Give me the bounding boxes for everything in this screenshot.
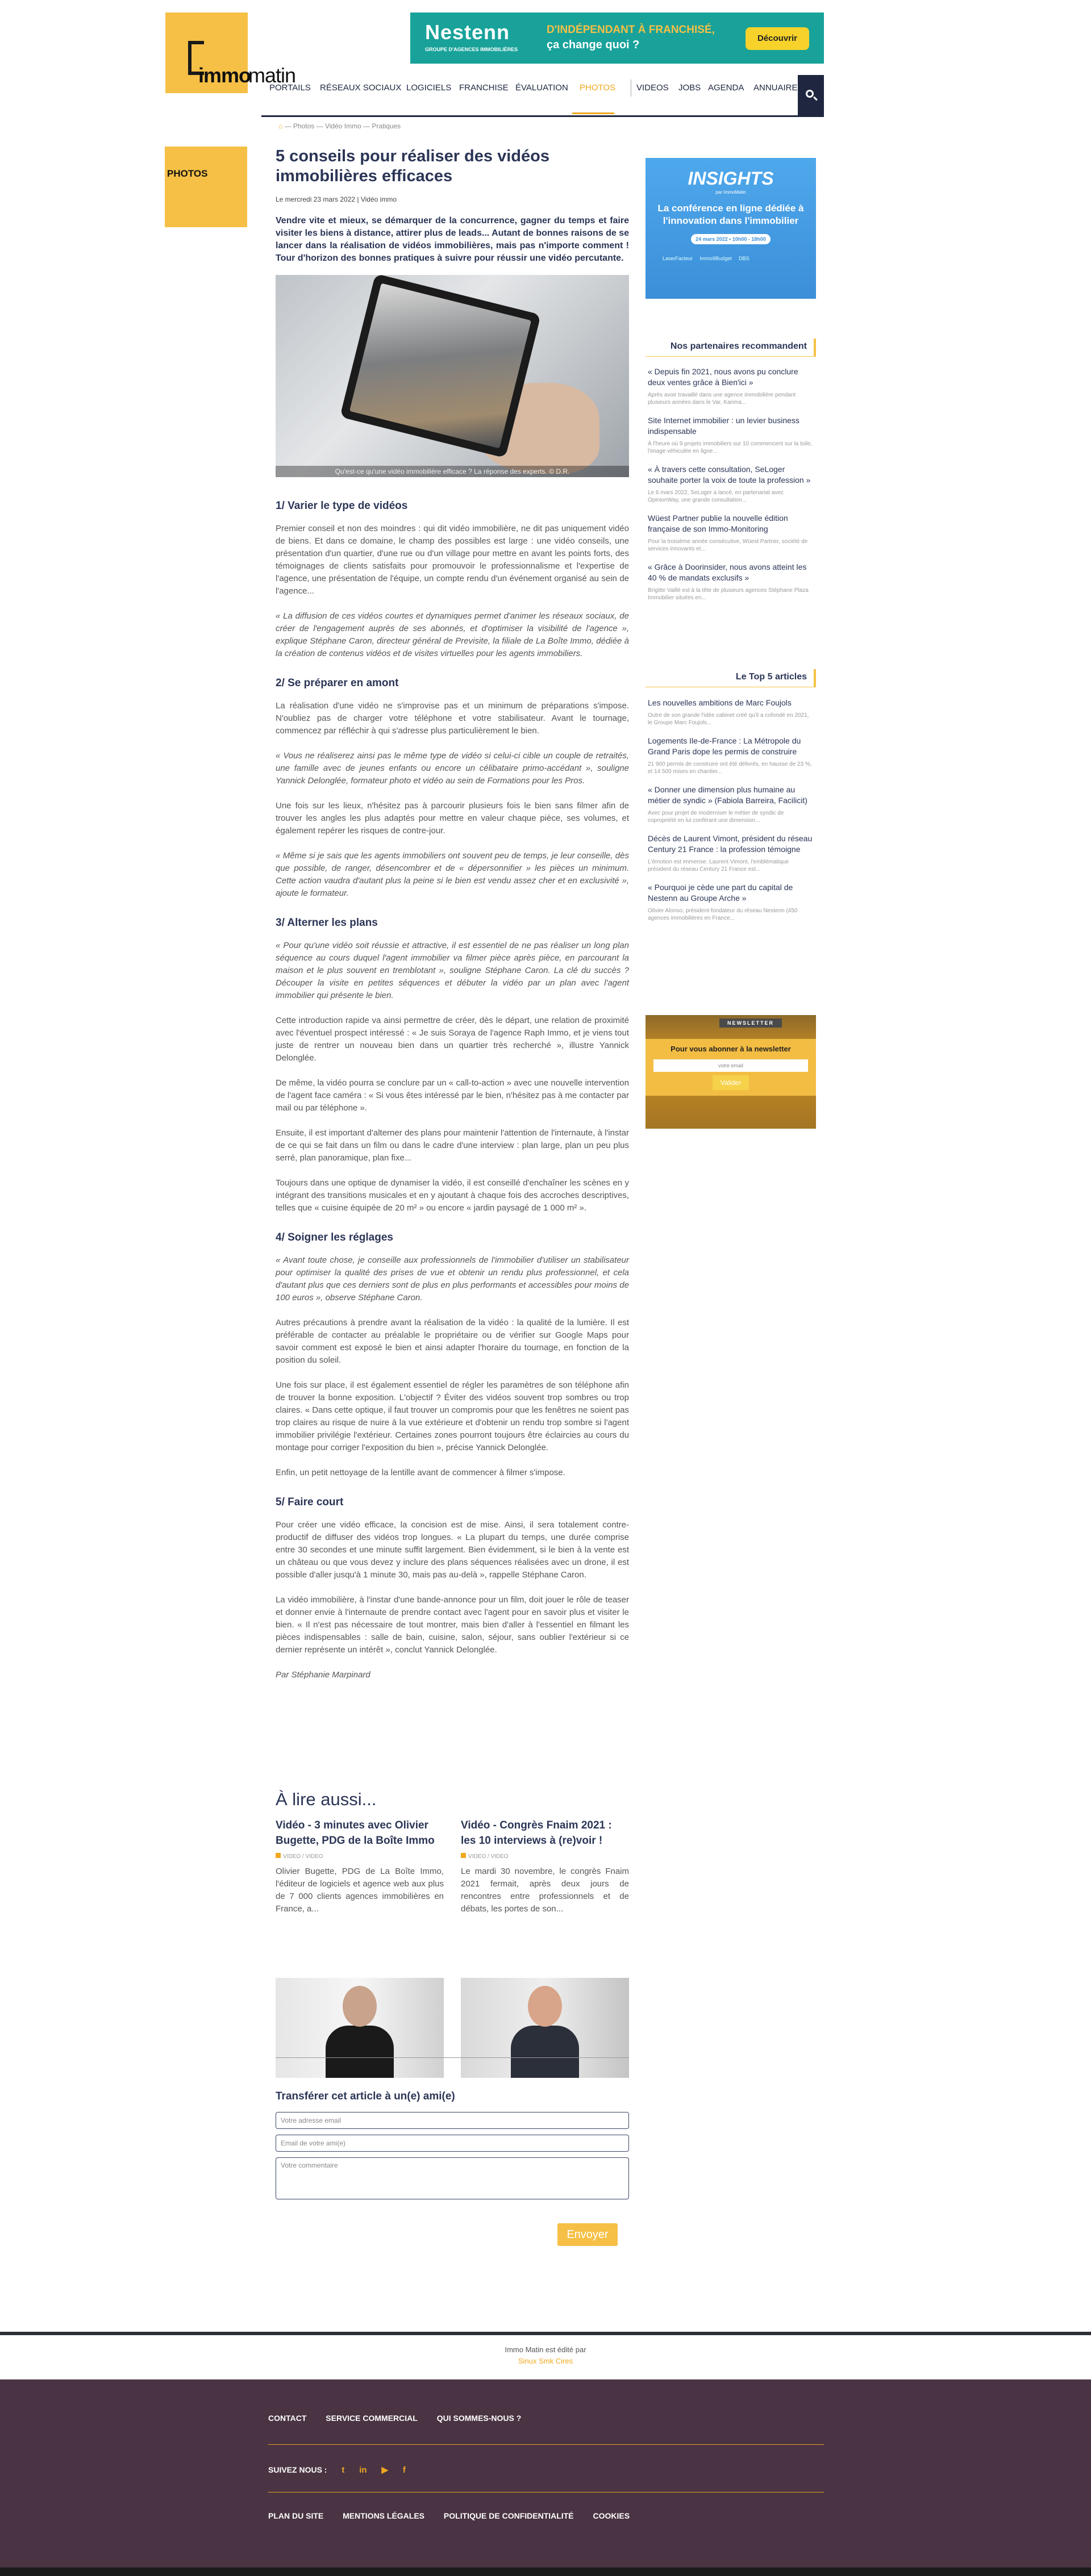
top5-item[interactable]: [648, 784, 813, 824]
banner-brand: Nestenn: [425, 20, 510, 44]
footer-link-qui-sommes-nous[interactable]: QUI SOMMES-NOUS ?: [436, 2414, 522, 2423]
top5-title: Le Top 5 articles: [646, 669, 816, 687]
insights-headline: La conférence en ligne dédiée à l'innovation dans l'immobilier: [657, 203, 804, 226]
newsletter-tag: NEWSLETTER: [719, 1018, 782, 1028]
partners-title: Nos partenaires recommandent: [646, 339, 816, 357]
newsletter-submit-button[interactable]: Valider: [713, 1075, 749, 1090]
related-card-image[interactable]: [276, 1978, 444, 2078]
partner-item-excerpt: Brigitte Vaillé est à la tête de plusieurs agences Stéphane Plaza Immobilier situées en...: [648, 587, 809, 601]
related-card-excerpt: Le mardi 30 novembre, le congrès Fnaim 2021 fermait, après deux jours de rencontres entre professionnels et de débats, les portes de son...: [461, 1867, 629, 1914]
top5-item-title[interactable]: Décès de Laurent Vimont, président du réseau Century 21 France : la profession témoigne: [648, 834, 813, 854]
paragraph: Cette introduction rapide va ainsi permettre de créer, dès le départ, une relation de proximité avec l'éventuel prospect intéressé : « Je suis Soraya de l'agence Raph Immo, et je viens tout juste de rentrer un nouveau bien dans un quartier très recherché », illustre Yannick Delonglée.: [276, 1016, 629, 1063]
insights-by: par ImmoMatin: [715, 190, 746, 195]
top5-item-excerpt: L'émotion est immense. Laurent Vimont, l'emblématique président du réseau Century 21 France est...: [648, 859, 789, 872]
partner-item-excerpt: Après avoir travaillé dans une agence immobilière pendant plusieurs années dans le Var, Karima...: [648, 392, 796, 406]
related-card-title[interactable]: Vidéo - Congrès Fnaim 2021 : les 10 interviews à (re)voir !: [461, 1819, 612, 1847]
footer-publisher-link[interactable]: Sinux Smk Cires: [518, 2357, 573, 2365]
footer-link-confidentialite[interactable]: POLITIQUE DE CONFIDENTIALITÉ: [443, 2511, 574, 2520]
banner-question-line2: ça change quoi ?: [547, 39, 640, 51]
tablet-shape: [340, 275, 541, 458]
banner-brand-sub: GROUPE D'AGENCES IMMOBILIÈRES: [425, 47, 518, 52]
top5-item-title[interactable]: Les nouvelles ambitions de Marc Foujols: [648, 698, 792, 707]
paragraph: De même, la vidéo pourra se conclure par un « call-to-action » avec une nouvelle intervention de l'agent face caméra : « Si vous êtes intéressé par le bien, n'hésitez pas à me contacter par mail ou par téléphone ».: [276, 1078, 629, 1113]
home-icon[interactable]: ⌂: [278, 122, 283, 130]
comment-field[interactable]: Votre commentaire: [276, 2157, 629, 2199]
quote-paragraph: « Même si je sais que les agents immobiliers ont souvent peu de temps, je leur conseille, dès que possible, de ranger, désencombrer et de « dépersonnifier » les pièces un minimum. Cette action vaudra d'autant plus la peine si le bien est vendu assez cher et en exclusivité », ajoute le formateur.: [276, 851, 629, 898]
partner-item-title[interactable]: « Grâce à Doorinsider, nous avons atteint les 40 % de mandats exclusifs »: [648, 562, 807, 582]
paragraph: Autres précautions à prendre avant la réalisation de la vidéo : la qualité de la lumière. Il est préférable de contacter au préalable le propriétaire ou de vérifier sur Google Maps pour savoir comment est exposé le bien et ainsi adapter l'horaire du tournage, en fonction de la position du soleil.: [276, 1318, 629, 1365]
nav-item-jobs[interactable]: JOBS: [678, 83, 701, 93]
top5-item-title[interactable]: « Donner une dimension plus humaine au métier de syndic » (Fabiola Barreira, Facilicit): [648, 785, 807, 805]
sponsor-logo: Immo9Budget: [699, 256, 732, 261]
category-box: [165, 147, 247, 227]
partner-item[interactable]: [648, 415, 813, 455]
top5-list: [648, 698, 813, 922]
email-field[interactable]: Votre adresse email: [276, 2112, 629, 2129]
article-meta: Le mercredi 23 mars 2022 | Vidéo immo: [276, 195, 397, 203]
paragraph: La réalisation d'une vidéo ne s'improvise pas et un minimum de préparations s'impose. N'oubliez pas de charger votre téléphone et votre stabilisateur. Avant le tournage, commencez par réfléchir à qui s'adresse plus particulièrement le bien.: [276, 701, 629, 736]
nav-item-annuaire[interactable]: ANNUAIRE: [753, 83, 798, 93]
tablet-screen: [349, 283, 531, 449]
paragraph: Une fois sur les lieux, n'hésitez pas à parcourir plusieurs fois le bien sans filmer afin de trouver les angles les plus adaptés pour mettre en valeur chaque pièce, ses volumes, et également repérer les risques de contre-jour.: [276, 801, 629, 836]
partner-item-title[interactable]: « À travers cette consultation, SeLoger souhaite porter la voix de toute la profession »: [648, 465, 811, 485]
top5-item[interactable]: [648, 698, 813, 727]
person-photo-icon: [326, 1986, 394, 2078]
nav-item-agenda[interactable]: AGENDA: [708, 83, 744, 93]
sponsor-logo: LaserFacteur: [663, 256, 693, 261]
related-card[interactable]: [461, 1818, 629, 1915]
sponsor-logo: DBS: [739, 256, 749, 261]
article-lead: Vendre vite et mieux, se démarquer de la concurrence, gagner du temps et faire visiter les biens à distance, attirer plus de leads... Autant de bonnes raisons de se lancer dans la réalisation de vidéos immobilières, mais pas n'importe comment ! Tour d'horizon des bonnes pratiques à suivre pour réussir une vidéo percutante.: [276, 216, 629, 263]
nav-item-portails[interactable]: PORTAILS: [269, 83, 311, 93]
banner-cta-button[interactable]: Découvrir: [746, 27, 809, 50]
related-card-tag: VIDEO / VIDEO: [276, 1853, 444, 1860]
follow-label: SUIVEZ NOUS :: [268, 2465, 327, 2474]
divider: [276, 2057, 629, 2058]
footer-bottom-bar: [0, 2567, 1091, 2576]
paragraph: Toujours dans une optique de dynamiser la vidéo, il est conseillé d'enchaîner les scènes en y intégrant des transitions musicales et en y ajoutant à chaque fois des accroches descriptives, telles que « cuisine équipée de 20 m² » ou encore « jardin paysagé de 1 000 m² ».: [276, 1178, 629, 1213]
nav-item-reseaux-sociaux[interactable]: RÉSEAUX SOCIAUX: [320, 83, 402, 93]
article: [276, 147, 629, 1681]
paragraph: Premier conseil et non des moindres : qui dit vidéo immobilière, ne dit pas uniquement vidéo de biens. Et dans ce domaine, le champ des possibles est large : une vidéo conseils, une présentation d'un quartier, d'une rue ou d'un village pour mettre en avant les points forts, des témoignages de clients satisfaits pour promouvoir le professionnalisme et l'expertise de l'agence, une présentation de l'équipe, un compte rendu d'un événement organisé au sein de l'agence...: [276, 524, 629, 596]
paragraph: Une fois sur place, il est également essentiel de régler les paramètres de son téléphone afin de trouver la bonne exposition. L'objectif ? Éviter des vidéos souvent trop sombres ou trop claires. « Dans cette optique, il faut trouver un compromis pour que les fenêtres ne soient pas trop claires au risque de nuire à la vue extérieure et d'obtenir un rendu trop sombre si l'agent immobilier privilégie l'extérieur. Certaines zones pourront toujours être éclaircies au cours du montage pour corriger l'exposition du bien », précise Yannick Delonglée.: [276, 1380, 629, 1452]
nav-item-videos[interactable]: VIDEOS: [636, 83, 669, 93]
section-heading-2: 2/ Se préparer en amont: [276, 677, 399, 689]
footer-top-rule: [0, 2332, 1091, 2335]
breadcrumb-photos[interactable]: — Photos: [284, 122, 315, 130]
related-card-image[interactable]: [461, 1978, 629, 2078]
nav-item-photos[interactable]: PHOTOS: [580, 83, 616, 93]
section-heading-4: 4/ Soigner les réglages: [276, 1231, 393, 1243]
nav-item-evaluation[interactable]: ÉVALUATION: [515, 83, 568, 93]
linkedin-icon[interactable]: in: [359, 2465, 367, 2475]
footer: [0, 2379, 1091, 2567]
footer-links-secondary: [268, 2511, 647, 2520]
footer-divider: [268, 2492, 824, 2493]
newsletter-box: [646, 1015, 816, 1129]
main-nav: [261, 75, 824, 117]
facebook-icon[interactable]: f: [402, 2465, 406, 2475]
top5-item[interactable]: [648, 882, 813, 922]
footer-link-mentions-legales[interactable]: MENTIONS LÉGALES: [343, 2511, 425, 2520]
send-button[interactable]: Envoyer: [557, 2223, 618, 2246]
partner-item-title[interactable]: Wüest Partner publie la nouvelle édition française de son Immo-Monitoring: [648, 513, 788, 533]
category-label: PHOTOS: [167, 168, 208, 179]
article-hero-image: [276, 275, 629, 477]
footer-link-plan-du-site[interactable]: PLAN DU SITE: [268, 2511, 324, 2520]
section-heading-1: 1/ Varier le type de vidéos: [276, 500, 408, 512]
section-heading-5: 5/ Faire court: [276, 1496, 344, 1508]
top5-item-excerpt: Avec pour projet de moderniser le métier de syndic de copropriété en lui conférant une dimension...: [648, 810, 784, 824]
newsletter-email-input[interactable]: votre email: [653, 1059, 808, 1072]
youtube-icon[interactable]: ▶: [381, 2465, 389, 2475]
partner-item[interactable]: [648, 464, 813, 504]
quote-paragraph: « Pour qu'une vidéo soit réussie et attractive, il est essentiel de ne pas réaliser un long plan séquence au cours duquel l'agent immobilier va filmer pièce après pièce, en parcourant la maison et le plus souvent en tremblotant », souligne Stéphane Caron. La clé du succès ? Découper la visite en petites séquences et débuter la vidéo par un plan avec l'agent immobilier qui présente le bien.: [276, 941, 629, 1000]
share-title: Transférer cet article à un(e) ami(e): [276, 2090, 455, 2102]
related-card-excerpt: Olivier Bugette, PDG de La Boîte Immo, l'éditeur de logiciels et agence web aux plus de 7 000 clients agences immobilières en France, a...: [276, 1867, 444, 1914]
top5-item-title[interactable]: « Pourquoi je cède une part du capital de Nestenn au Groupe Arche »: [648, 883, 793, 903]
partner-item-excerpt: Pour la troisième année consécutive, Wüest Partner, société de services innovants et...: [648, 538, 808, 552]
partner-item[interactable]: [648, 366, 813, 406]
partner-item-excerpt: Le 6 mars 2022, SeLoger a lancé, en partenariat avec OpinionWay, une grande consultation...: [648, 490, 784, 503]
paragraph: Ensuite, il est important d'alterner des plans pour maintenir l'attention de l'internaute, à l'instar de ce qui se fait dans un film ou dans le cadre d'une interview : plan large, plan un peu plus serré, plan panoramique, plan fixe...: [276, 1128, 629, 1163]
insights-title: INSIGHTS: [688, 168, 774, 189]
article-title: 5 conseils pour réaliser des vidéos immobilières efficaces: [276, 147, 549, 185]
footer-edited-by: Immo Matin est édité par: [505, 2345, 586, 2354]
footer-link-service-commercial[interactable]: SERVICE COMMERCIAL: [326, 2414, 418, 2423]
top5-item[interactable]: [648, 833, 813, 873]
twitter-icon[interactable]: t: [342, 2465, 345, 2475]
footer-link-contact[interactable]: CONTACT: [268, 2414, 307, 2423]
paragraph: Enfin, un petit nettoyage de la lentille avant de commencer à filmer s'impose.: [276, 1468, 565, 1477]
newsletter-title: Pour vous abonner à la newsletter: [671, 1045, 791, 1053]
top5-item-excerpt: Olivier Alonso, président-fondateur du réseau Nestenn (450 agences immobilières en France...: [648, 908, 798, 921]
logo-text-matin: matin: [248, 64, 296, 87]
insights-date: 24 mars 2022 • 10h00 - 18h00: [691, 234, 771, 244]
logo-text-immo: immo: [198, 64, 251, 87]
breadcrumb: [278, 122, 401, 130]
footer-link-cookies[interactable]: COOKIES: [593, 2511, 630, 2520]
partner-item-title[interactable]: Site Internet immobilier : un levier business indispensable: [648, 416, 799, 436]
related-card-title[interactable]: Vidéo - 3 minutes avec Olivier Bugette, PDG de la Boîte Immo: [276, 1819, 435, 1847]
share-form: [276, 2090, 629, 2241]
partner-item-title[interactable]: « Depuis fin 2021, nous avons pu conclure deux ventes grâce à Bien'ici »: [648, 367, 798, 387]
banner-question-line1: D'INDÉPENDANT À FRANCHISÉ,: [547, 24, 715, 36]
footer-social: [268, 2465, 406, 2475]
nav-item-franchise[interactable]: FRANCHISE: [459, 83, 509, 93]
related-card-tag: VIDEO / VIDEO: [461, 1853, 629, 1860]
person-photo-icon: [511, 1986, 579, 2078]
top5-item-title[interactable]: Logements Ile-de-France : La Métropole du Grand Paris dope les permis de construire: [648, 736, 801, 756]
related-title: À lire aussi...: [276, 1789, 377, 1809]
ad-insights[interactable]: [646, 158, 816, 299]
quote-paragraph: « La diffusion de ces vidéos courtes et dynamiques permet d'animer les réseaux sociaux, de créer de l'engagement auprès de ses abonnés, et d'optimiser la visibilité de l'agence », explique Stéphane Caron, directeur général de Previsite, la filiale de La Boîte Immo, dédiée à la création de contenus vidéos et de visites virtuelles pour les agents immobiliers.: [276, 611, 629, 658]
partner-item[interactable]: [648, 513, 813, 553]
search-icon: [806, 90, 814, 98]
related-columns: [276, 1818, 629, 2079]
insights-sponsor-logos: [663, 256, 799, 287]
related-card[interactable]: [276, 1818, 444, 1915]
search-button[interactable]: [798, 75, 824, 117]
friend-email-field[interactable]: Email de votre ami(e): [276, 2135, 629, 2152]
article-author: Par Stéphanie Marpinard: [276, 1670, 370, 1680]
nav-active-indicator: [572, 112, 614, 114]
related-articles: [276, 1789, 629, 2079]
footer-divider: [268, 2444, 824, 2445]
top5-item-excerpt: Outre de son grande l'idée cabinet créé qu'il a cofondé en 2021, le Groupe Marc Foujols...: [648, 712, 809, 726]
footer-links-primary: [268, 2414, 538, 2423]
paragraph: La vidéo immobilière, à l'instar d'une bande-annonce pour un film, doit jouer le rôle de teaser et donner envie à l'internaute de prendre contact avec l'agent pour en savoir plus et visiter le bien. « Il n'est pas nécessaire de tout montrer, mais bien d'aller à l'essentiel en filmant les pièces indispensables : salle de bain, cuisine, salon, séjour, sans oublier l'extérieur si ce dernier représente un intérêt », conclut Yannick Delonglée.: [276, 1595, 629, 1655]
top5-item[interactable]: [648, 736, 813, 775]
partners-list: [648, 366, 813, 602]
tag-square-icon: [461, 1853, 466, 1858]
partner-item-excerpt: À l'heure où 9 projets immobiliers sur 10 commencent sur la toile, l'image véhiculée en ligne...: [648, 441, 813, 454]
partner-item[interactable]: [648, 562, 813, 602]
tag-square-icon: [276, 1853, 281, 1858]
breadcrumb-video-immo[interactable]: — Vidéo Immo: [316, 122, 361, 130]
ad-banner-nestenn[interactable]: [410, 12, 824, 64]
breadcrumb-pratiques[interactable]: — Pratiques: [363, 122, 401, 130]
quote-paragraph: « Avant toute chose, je conseille aux professionnels de l'immobilier d'utiliser un stabilisateur pour optimiser la qualité des prises de vue et obtenir un rendu plus professionnel, et cela d'autant plus que ces derniers sont de plus en plus performants et accessibles pour moins de 100 euros », observe Stéphane Caron.: [276, 1255, 629, 1302]
section-heading-3: 3/ Alterner les plans: [276, 917, 378, 929]
image-caption: Qu'est-ce qu'une vidéo immobilière efficace ? La réponse des experts. © D.R.: [276, 466, 629, 477]
top5-item-excerpt: 21 900 permis de construire ont été délivrés, en hausse de 23 %, et 14 500 mises en chantier...: [648, 761, 812, 775]
quote-paragraph: « Vous ne réaliserez ainsi pas le même type de vidéo si celui-ci cible un couple de retraités, une famille avec de jeunes enfants ou encore un célibataire primo-accédant », souligne Yannick Delonglée, formateur photo et vidéo au sein de Formations pour les Pros.: [276, 751, 629, 786]
nav-item-logiciels[interactable]: LOGICIELS: [406, 83, 452, 93]
paragraph: Pour créer une vidéo efficace, la concision est de mise. Ainsi, il sera totalement contre-productif de diffuser des vidéos trop longues. « La plupart du temps, une durée comprise entre 30 secondes et une minute suffit largement. Bien évidemment, si le bien à la vente est un château ou que vous devez y inclure des plans séquences réalisées avec un drone, il est possible d'aller jusqu'à 1 minute 30, mais pas au-delà », rappelle Stéphane Caron.: [276, 1520, 629, 1580]
